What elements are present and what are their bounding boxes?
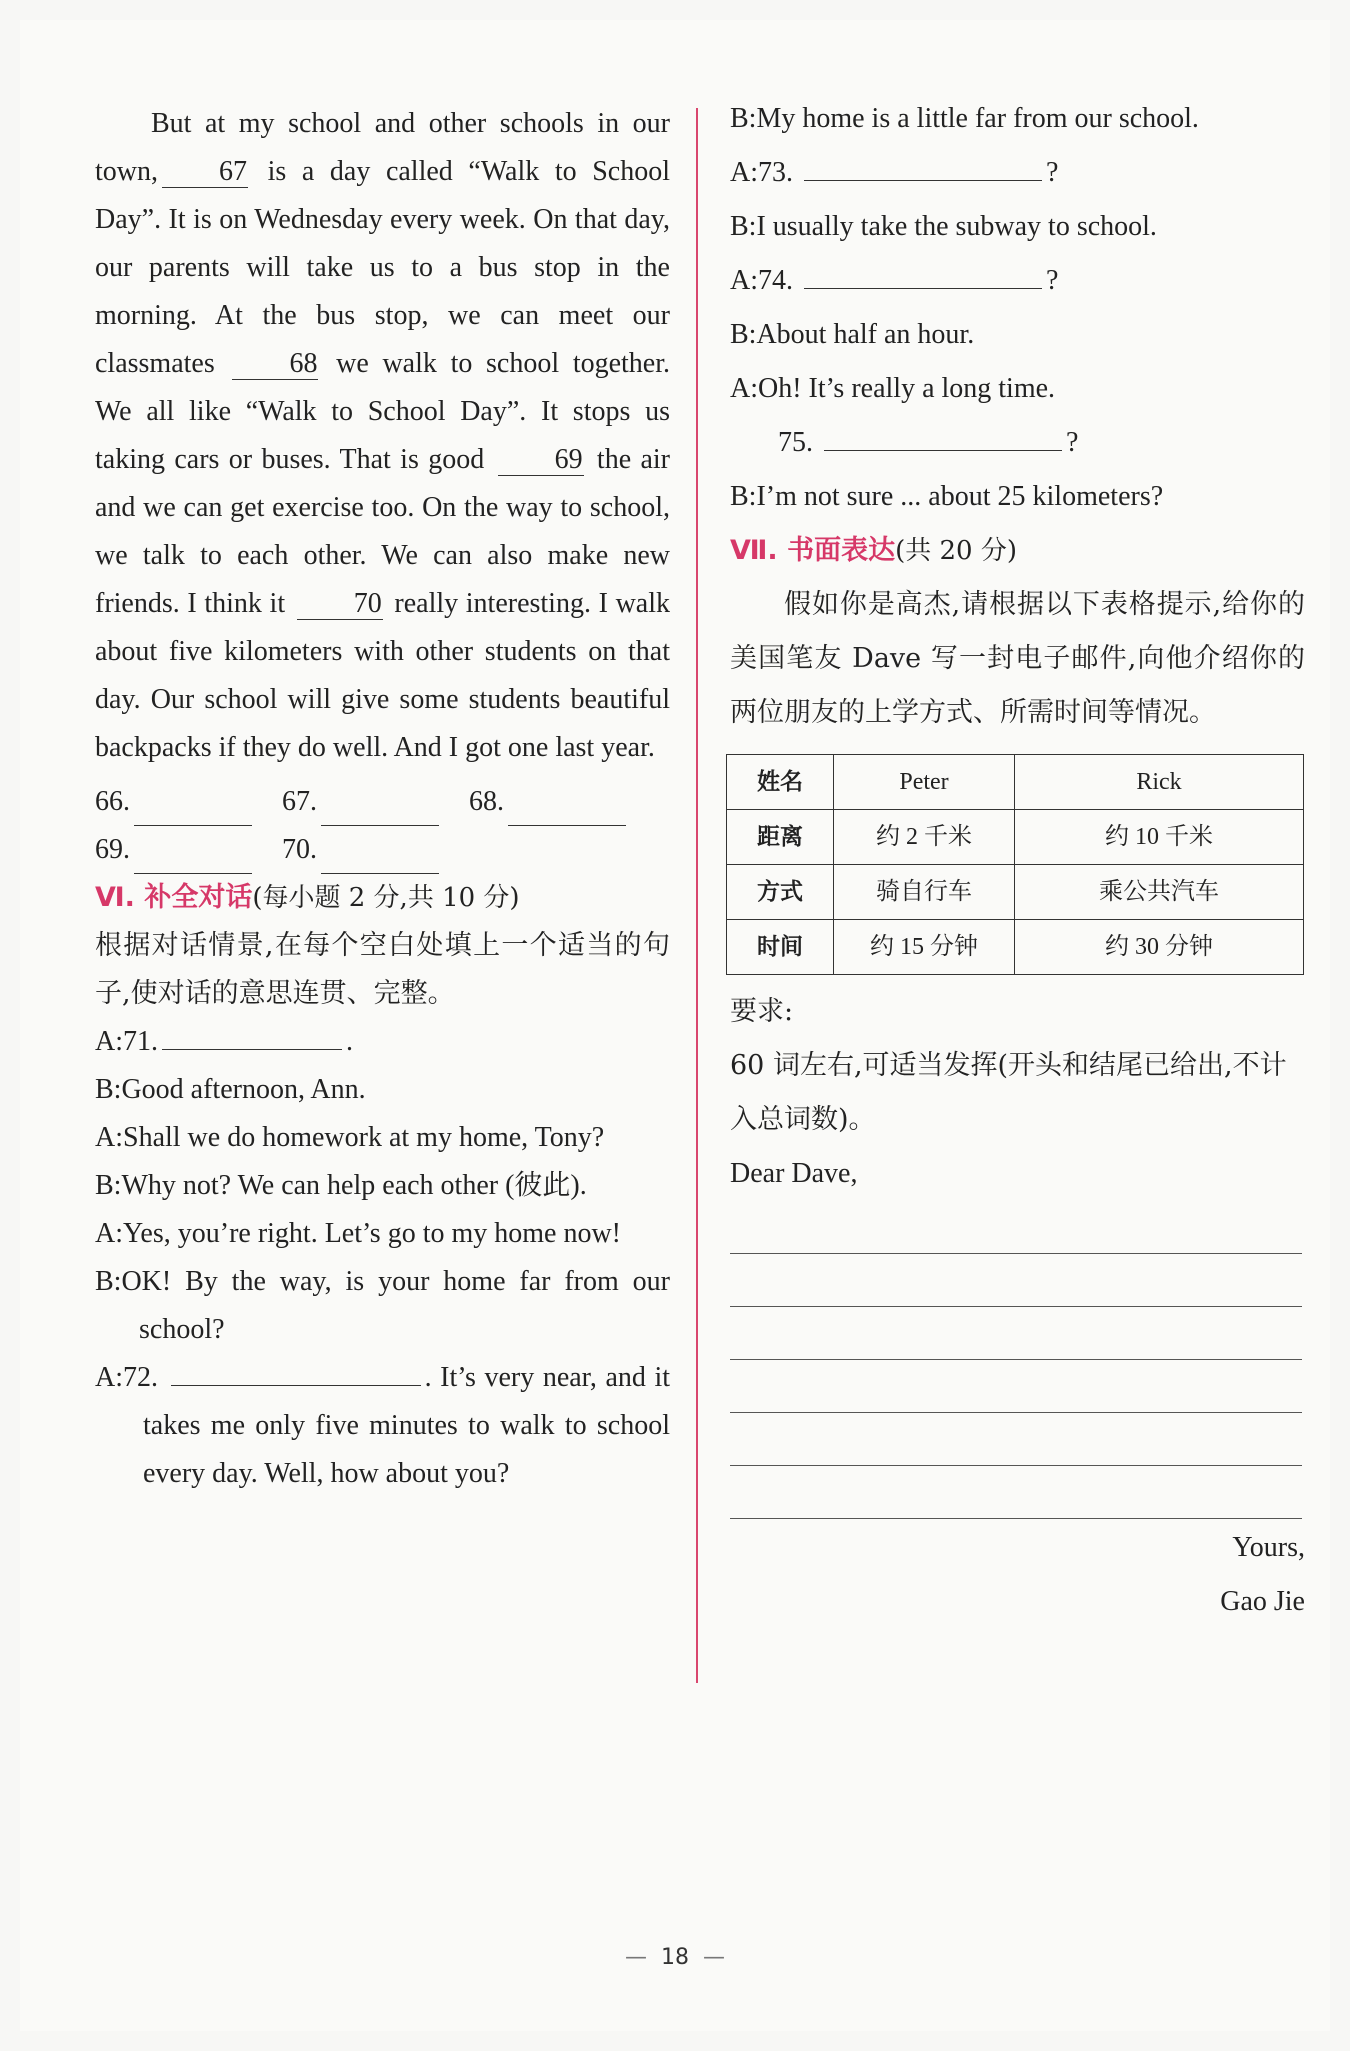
section-7-heading	[730, 524, 1305, 578]
table-row	[727, 920, 1304, 975]
blank-71[interactable]	[162, 1049, 342, 1050]
letter-signature: Gao Jie	[1220, 1586, 1305, 1617]
column-divider	[696, 108, 698, 1683]
blank-69: 69	[498, 445, 584, 476]
writing-line[interactable]	[730, 1307, 1302, 1360]
dialogue-line-71: A:71. .	[95, 1026, 353, 1057]
answer-69[interactable]: 69.	[95, 826, 252, 874]
writing-line[interactable]	[730, 1254, 1302, 1307]
dialogue-line-a6: A:Oh! It’s really a long time.	[730, 373, 1056, 404]
table-row	[727, 865, 1304, 920]
dialogue-line-b2: B:Why not? We can help each other (彼此).	[95, 1170, 587, 1201]
dialogue-line-b7: B:I’m not sure ... about 25 kilometers?	[730, 481, 1164, 512]
section-7-title: Ⅶ. 书面表达	[730, 535, 896, 566]
requirements-label: 要求:	[730, 996, 794, 1027]
dialogue-line-b6: B:About half an hour.	[730, 319, 975, 350]
dialogue-line-74: A:74. ?	[730, 265, 1059, 296]
answer-67[interactable]: 67.	[282, 778, 439, 826]
dialogue-line-b5: B:I usually take the subway to school.	[730, 211, 1157, 242]
table-header-cell: Peter	[834, 755, 1015, 810]
info-table	[726, 754, 1304, 975]
dialogue-line-75: 75. ?	[778, 427, 1079, 458]
writing-line[interactable]	[730, 1413, 1302, 1466]
letter-greeting: Dear Dave,	[730, 1158, 858, 1189]
dialogue-line-a3: A:Yes, you’re right. Let’s go to my home now!	[95, 1218, 621, 1249]
writing-line[interactable]	[730, 1201, 1302, 1254]
table-cell: 骑自行车	[834, 865, 1015, 920]
answer-66[interactable]: 66.	[95, 778, 252, 826]
table-cell: 约 2 千米	[834, 810, 1015, 865]
section-6-title: Ⅵ. 补全对话	[95, 882, 253, 913]
letter-closing: Yours,	[1232, 1532, 1305, 1563]
dialogue-line-b4: B:My home is a little far from our school.	[730, 103, 1199, 134]
blank-70: 70	[297, 589, 383, 620]
blank-72[interactable]	[171, 1385, 421, 1386]
right-column	[730, 92, 1305, 1629]
table-cell: 方式	[727, 865, 834, 920]
section-6-instruction: 根据对话情景,在每个空白处填上一个适当的句子,使对话的意思连贯、完整。	[95, 930, 670, 1009]
page-number-footer: — 18 —	[625, 1945, 725, 1970]
section-6-heading	[95, 874, 670, 922]
table-header-row	[727, 755, 1304, 810]
page-number: 18	[661, 1945, 689, 1970]
table-cell: 约 10 千米	[1015, 810, 1304, 865]
answer-row-2	[95, 826, 670, 874]
writing-line[interactable]	[730, 1360, 1302, 1413]
section-6-note: (每小题 2 分,共 10 分)	[252, 883, 520, 913]
dialogue-line-72: A:72. . It’s very near, and it takes me only five minutes to walk to school every day. Well, how about you?	[95, 1362, 671, 1489]
reading-passage: But at my school and other schools in our town, 67 is a day called “Walk to School Day”. It is on Wednesday every week. On that day, our parents will take us to a bus stop in the morning. At the bus stop, we can meet our classmates 68 we walk to school together. We all like “Walk to School Day”. It stops us taking cars or buses. That is good 69 the air and we can get exercise too. On the way to school, we talk to each other. We can also make new friends. I think it 70 really interesting. I walk about five kilometers with other students on that day. Our school will give some students beautiful backpacks if they do well. And I got one last year.	[95, 108, 671, 763]
dialogue-line-b3: B:OK! By the way, is your home far from our school?	[95, 1266, 670, 1345]
blank-68: 68	[232, 349, 318, 380]
table-cell: 乘公共汽车	[1015, 865, 1304, 920]
blank-67: 67	[162, 157, 248, 188]
requirements-text: 60 词左右,可适当发挥(开头和结尾已给出,不计入总词数)。	[730, 1050, 1287, 1135]
table-row	[727, 810, 1304, 865]
dialogue-line-a2: A:Shall we do homework at my home, Tony?	[95, 1122, 605, 1153]
left-column	[95, 100, 670, 1498]
table-header-cell: 姓名	[727, 755, 834, 810]
blank-75[interactable]	[824, 450, 1062, 451]
answer-row-1	[95, 778, 670, 826]
answer-70[interactable]: 70.	[282, 826, 439, 874]
table-cell: 约 30 分钟	[1015, 920, 1304, 975]
section-7-note: (共 20 分)	[895, 536, 1017, 566]
dialogue-line-b1: B:Good afternoon, Ann.	[95, 1074, 366, 1105]
answer-68[interactable]: 68.	[469, 778, 626, 826]
section-7-instruction: 假如你是高杰,请根据以下表格提示,给你的美国笔友 Dave 写一封电子邮件,向他介绍你的两位朋友的上学方式、所需时间等情况。	[730, 589, 1305, 728]
table-cell: 距离	[727, 810, 834, 865]
blank-74[interactable]	[804, 288, 1042, 289]
writing-line[interactable]	[730, 1466, 1302, 1519]
blank-73[interactable]	[804, 180, 1042, 181]
table-header-cell: Rick	[1015, 755, 1304, 810]
table-cell: 约 15 分钟	[834, 920, 1015, 975]
table-cell: 时间	[727, 920, 834, 975]
dialogue-line-73: A:73. ?	[730, 157, 1059, 188]
